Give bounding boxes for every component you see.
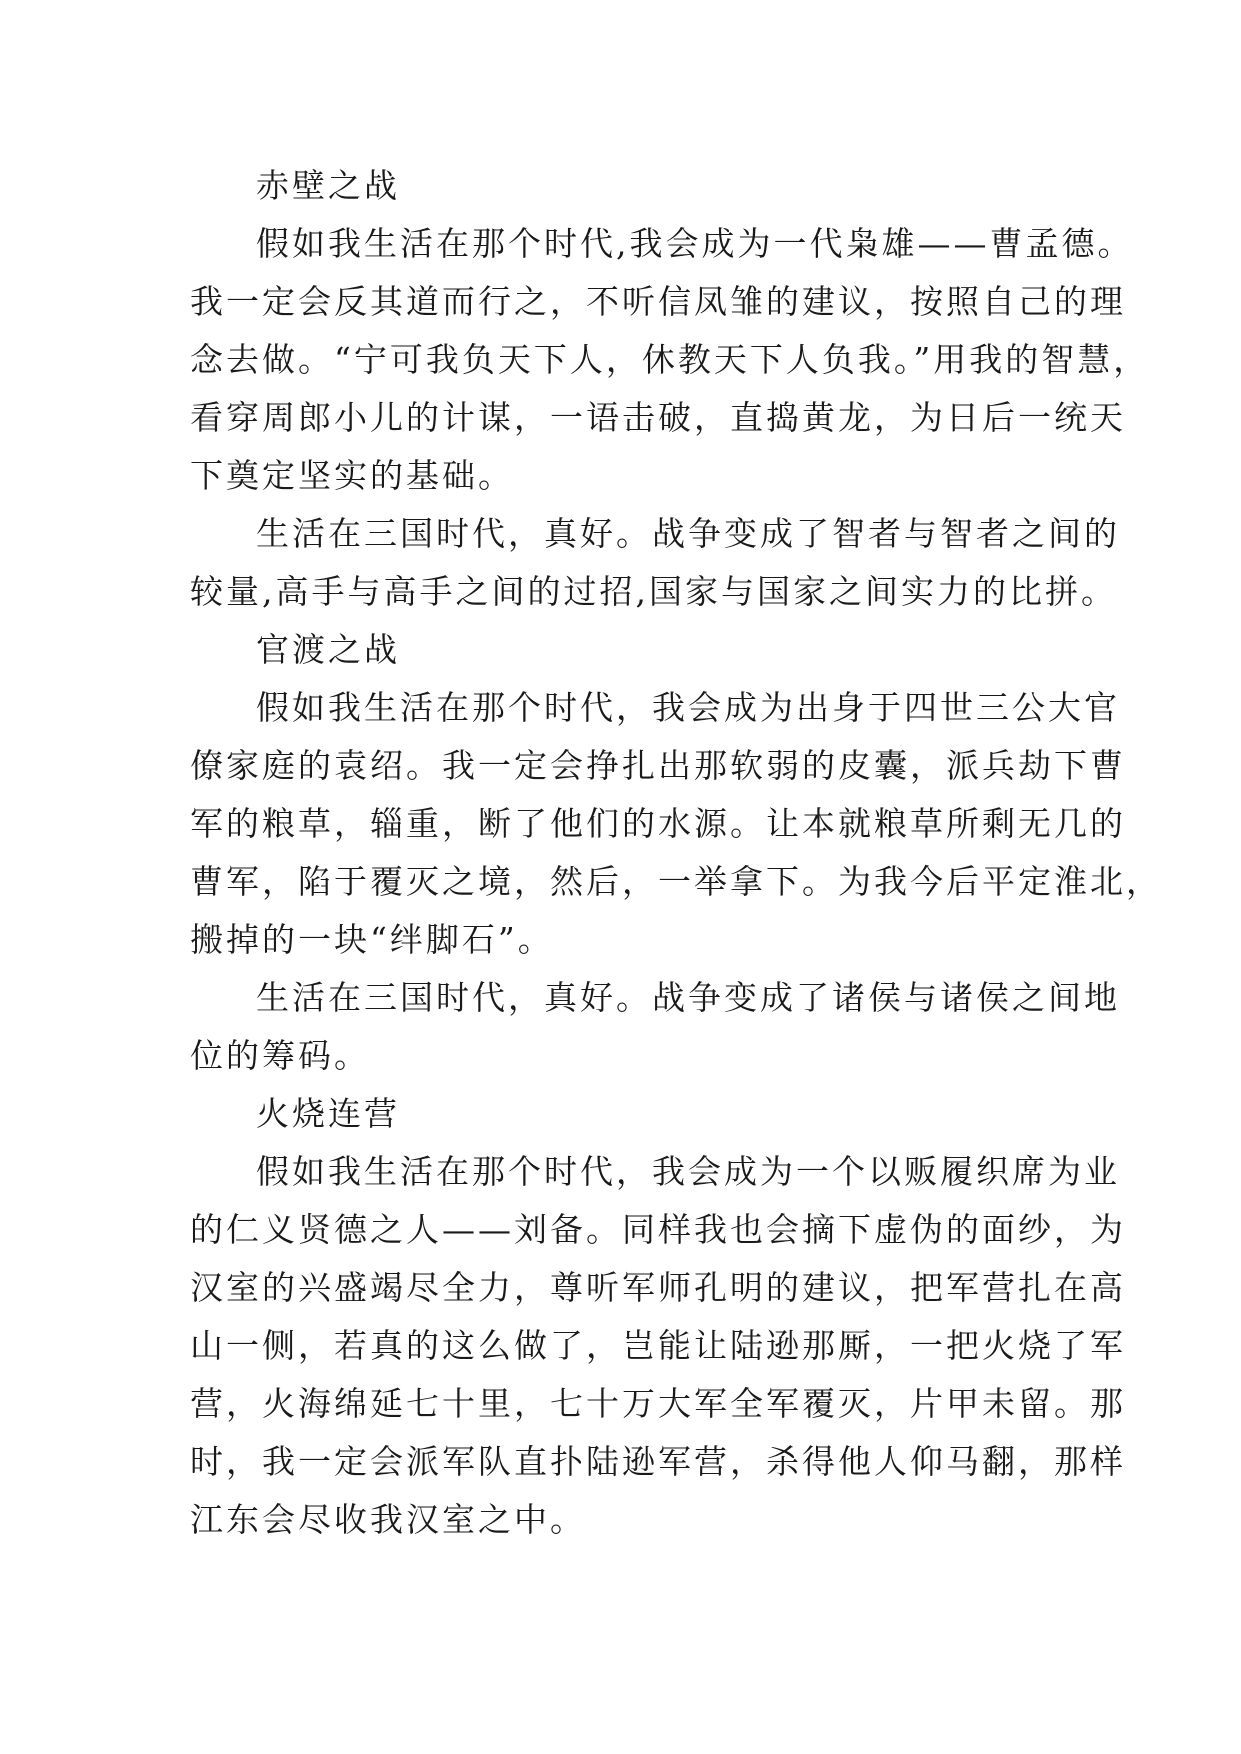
paragraph-line: 山一侧，若真的这么做了，岂能让陆逊那厮，一把火烧了军 (190, 1326, 1126, 1365)
paragraph-line: 念去做。“宁可我负天下人，休教天下人负我。”用我的智慧， (190, 340, 1150, 379)
paragraph-line: 生活在三国时代，真好。战争变成了诸侯与诸侯之间地 (256, 978, 1120, 1017)
paragraph-line: 汉室的兴盛竭尽全力，尊听军师孔明的建议，把军营扎在高 (190, 1268, 1126, 1307)
section-heading: 火烧连营 (256, 1094, 400, 1133)
paragraph-line: 生活在三国时代，真好。战争变成了智者与智者之间的 (256, 514, 1120, 553)
paragraph-line: 较量,高手与高手之间的过招,国家与国家之间实力的比拼。 (190, 572, 1117, 611)
paragraph-line: 曹军，陷于覆灭之境，然后，一举拿下。为我今后平定淮北， (190, 862, 1162, 901)
section-heading: 赤壁之战 (256, 166, 400, 205)
paragraph-line: 营，火海绵延七十里，七十万大军全军覆灭，片甲未留。那 (190, 1384, 1126, 1423)
paragraph-line: 我一定会反其道而行之，不听信凤雏的建议，按照自己的理 (190, 282, 1126, 321)
paragraph-line: 搬掉的一块“绊脚石”。 (190, 920, 554, 959)
paragraph-line: 看穿周郎小儿的计谋，一语击破，直捣黄龙，为日后一统天 (190, 398, 1126, 437)
paragraph-line: 假如我生活在那个时代,我会成为一代枭雄——曹孟德。 (256, 224, 1134, 263)
paragraph-line: 位的筹码。 (190, 1036, 370, 1075)
paragraph-line: 假如我生活在那个时代，我会成为一个以贩履织席为业 (256, 1152, 1120, 1191)
paragraph-line: 假如我生活在那个时代，我会成为出身于四世三公大官 (256, 688, 1120, 727)
paragraph-line: 军的粮草，辎重，断了他们的水源。让本就粮草所剩无几的 (190, 804, 1126, 843)
paragraph-line: 时，我一定会派军队直扑陆逊军营，杀得他人仰马翻，那样 (190, 1442, 1126, 1481)
paragraph-line: 的仁义贤德之人——刘备。同样我也会摘下虚伪的面纱，为 (190, 1210, 1126, 1249)
paragraph-line: 下奠定坚实的基础。 (190, 456, 514, 495)
paragraph-line: 江东会尽收我汉室之中。 (190, 1500, 586, 1539)
paragraph-line: 僚家庭的袁绍。我一定会挣扎出那软弱的皮囊，派兵劫下曹 (190, 746, 1126, 785)
section-heading: 官渡之战 (256, 630, 400, 669)
